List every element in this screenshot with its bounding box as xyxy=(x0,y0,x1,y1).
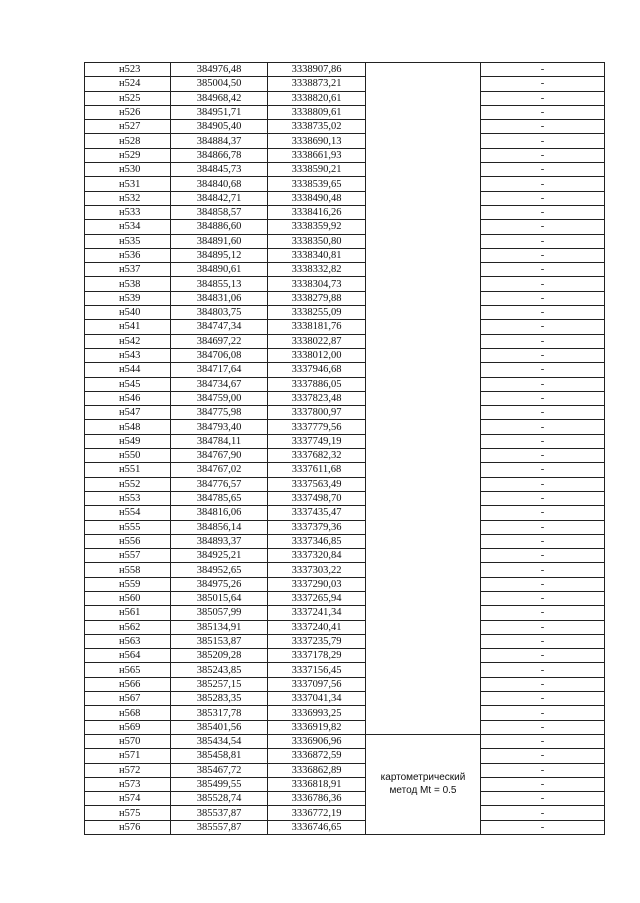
dash-cell: - xyxy=(481,191,605,205)
x-coordinate-cell: 384706,08 xyxy=(171,348,268,362)
dash-cell: - xyxy=(481,334,605,348)
point-id-cell: н553 xyxy=(85,491,171,505)
y-coordinate-cell: 3338820,61 xyxy=(268,91,366,105)
y-coordinate-cell: 3337823,48 xyxy=(268,391,366,405)
dash-cell: - xyxy=(481,420,605,434)
dash-cell: - xyxy=(481,234,605,248)
y-coordinate-cell: 3338350,80 xyxy=(268,234,366,248)
point-id-cell: н557 xyxy=(85,549,171,563)
dash-cell: - xyxy=(481,792,605,806)
y-coordinate-cell: 3336772,19 xyxy=(268,806,366,820)
y-coordinate-cell: 3337240,41 xyxy=(268,620,366,634)
point-id-cell: н534 xyxy=(85,220,171,234)
y-coordinate-cell: 3337682,32 xyxy=(268,449,366,463)
y-coordinate-cell: 3336993,25 xyxy=(268,706,366,720)
y-coordinate-cell: 3337041,34 xyxy=(268,692,366,706)
x-coordinate-cell: 384793,40 xyxy=(171,420,268,434)
x-coordinate-cell: 384831,06 xyxy=(171,291,268,305)
table-row xyxy=(85,549,605,563)
x-coordinate-cell: 385243,85 xyxy=(171,663,268,677)
x-coordinate-cell: 384840,68 xyxy=(171,177,268,191)
point-id-cell: н572 xyxy=(85,763,171,777)
point-id-cell: н535 xyxy=(85,234,171,248)
x-coordinate-cell: 384975,26 xyxy=(171,577,268,591)
dash-cell: - xyxy=(481,763,605,777)
y-coordinate-cell: 3337178,29 xyxy=(268,649,366,663)
x-coordinate-cell: 384842,71 xyxy=(171,191,268,205)
y-coordinate-cell: 3338012,00 xyxy=(268,348,366,362)
dash-cell: - xyxy=(481,248,605,262)
point-id-cell: н558 xyxy=(85,563,171,577)
table-row xyxy=(85,377,605,391)
point-id-cell: н549 xyxy=(85,434,171,448)
dash-cell: - xyxy=(481,205,605,219)
x-coordinate-cell: 385209,28 xyxy=(171,649,268,663)
dash-cell: - xyxy=(481,434,605,448)
y-coordinate-cell: 3338590,21 xyxy=(268,163,366,177)
y-coordinate-cell: 3337097,56 xyxy=(268,677,366,691)
y-coordinate-cell: 3337946,68 xyxy=(268,363,366,377)
table-row xyxy=(85,663,605,677)
x-coordinate-cell: 384890,61 xyxy=(171,263,268,277)
table-row xyxy=(85,591,605,605)
table-row xyxy=(85,234,605,248)
y-coordinate-cell: 3338022,87 xyxy=(268,334,366,348)
table-row xyxy=(85,734,605,748)
point-id-cell: н564 xyxy=(85,649,171,663)
x-coordinate-cell: 385283,35 xyxy=(171,692,268,706)
x-coordinate-cell: 385257,15 xyxy=(171,677,268,691)
table-row xyxy=(85,463,605,477)
dash-cell: - xyxy=(481,620,605,634)
point-id-cell: н573 xyxy=(85,777,171,791)
dash-cell: - xyxy=(481,477,605,491)
dash-cell: - xyxy=(481,148,605,162)
x-coordinate-cell: 384856,14 xyxy=(171,520,268,534)
table-row xyxy=(85,63,605,77)
y-coordinate-cell: 3337498,70 xyxy=(268,491,366,505)
y-coordinate-cell: 3338359,92 xyxy=(268,220,366,234)
y-coordinate-cell: 3336872,59 xyxy=(268,749,366,763)
y-coordinate-cell: 3337563,49 xyxy=(268,477,366,491)
point-id-cell: н524 xyxy=(85,77,171,91)
table-row xyxy=(85,792,605,806)
x-coordinate-cell: 384905,40 xyxy=(171,120,268,134)
table-row xyxy=(85,205,605,219)
table-row xyxy=(85,577,605,591)
y-coordinate-cell: 3338279,88 xyxy=(268,291,366,305)
dash-cell: - xyxy=(481,134,605,148)
y-coordinate-cell: 3336862,89 xyxy=(268,763,366,777)
point-id-cell: н562 xyxy=(85,620,171,634)
x-coordinate-cell: 384717,64 xyxy=(171,363,268,377)
y-coordinate-cell: 3336818,91 xyxy=(268,777,366,791)
table-row xyxy=(85,749,605,763)
x-coordinate-cell: 384925,21 xyxy=(171,549,268,563)
table-row xyxy=(85,248,605,262)
point-id-cell: н537 xyxy=(85,263,171,277)
dash-cell: - xyxy=(481,263,605,277)
x-coordinate-cell: 385467,72 xyxy=(171,763,268,777)
table-row xyxy=(85,706,605,720)
x-coordinate-cell: 385528,74 xyxy=(171,792,268,806)
y-coordinate-cell: 3338735,02 xyxy=(268,120,366,134)
y-coordinate-cell: 3338181,76 xyxy=(268,320,366,334)
point-id-cell: н555 xyxy=(85,520,171,534)
y-coordinate-cell: 3337241,34 xyxy=(268,606,366,620)
dash-cell: - xyxy=(481,177,605,191)
y-coordinate-cell: 3336906,96 xyxy=(268,734,366,748)
point-id-cell: н545 xyxy=(85,377,171,391)
table-row xyxy=(85,677,605,691)
dash-cell: - xyxy=(481,577,605,591)
table-row xyxy=(85,77,605,91)
y-coordinate-cell: 3336746,65 xyxy=(268,820,366,834)
table-row xyxy=(85,777,605,791)
dash-cell: - xyxy=(481,734,605,748)
x-coordinate-cell: 384855,13 xyxy=(171,277,268,291)
coordinates-table-body xyxy=(85,63,605,835)
table-row xyxy=(85,391,605,405)
dash-cell: - xyxy=(481,163,605,177)
dash-cell: - xyxy=(481,363,605,377)
point-id-cell: н538 xyxy=(85,277,171,291)
x-coordinate-cell: 384895,12 xyxy=(171,248,268,262)
table-row xyxy=(85,563,605,577)
table-row xyxy=(85,291,605,305)
y-coordinate-cell: 3338690,13 xyxy=(268,134,366,148)
point-id-cell: н571 xyxy=(85,749,171,763)
table-row xyxy=(85,477,605,491)
point-id-cell: н552 xyxy=(85,477,171,491)
point-id-cell: н559 xyxy=(85,577,171,591)
table-row xyxy=(85,634,605,648)
table-row xyxy=(85,520,605,534)
dash-cell: - xyxy=(481,549,605,563)
y-coordinate-cell: 3336786,36 xyxy=(268,792,366,806)
y-coordinate-cell: 3337435,47 xyxy=(268,506,366,520)
point-id-cell: н525 xyxy=(85,91,171,105)
table-row xyxy=(85,620,605,634)
point-id-cell: н523 xyxy=(85,63,171,77)
point-id-cell: н563 xyxy=(85,634,171,648)
dash-cell: - xyxy=(481,449,605,463)
point-id-cell: н575 xyxy=(85,806,171,820)
point-id-cell: н527 xyxy=(85,120,171,134)
y-coordinate-cell: 3337290,03 xyxy=(268,577,366,591)
dash-cell: - xyxy=(481,720,605,734)
x-coordinate-cell: 384893,37 xyxy=(171,534,268,548)
x-coordinate-cell: 384747,34 xyxy=(171,320,268,334)
table-row xyxy=(85,220,605,234)
x-coordinate-cell: 384775,98 xyxy=(171,406,268,420)
x-coordinate-cell: 385537,87 xyxy=(171,806,268,820)
table-row xyxy=(85,105,605,119)
y-coordinate-cell: 3337779,56 xyxy=(268,420,366,434)
table-row xyxy=(85,277,605,291)
point-id-cell: н565 xyxy=(85,663,171,677)
table-row xyxy=(85,649,605,663)
point-id-cell: н543 xyxy=(85,348,171,362)
y-coordinate-cell: 3337265,94 xyxy=(268,591,366,605)
dash-cell: - xyxy=(481,749,605,763)
y-coordinate-cell: 3337156,45 xyxy=(268,663,366,677)
table-row xyxy=(85,148,605,162)
dash-cell: - xyxy=(481,506,605,520)
y-coordinate-cell: 3338661,93 xyxy=(268,148,366,162)
point-id-cell: н570 xyxy=(85,734,171,748)
y-coordinate-cell: 3338416,26 xyxy=(268,205,366,219)
y-coordinate-cell: 3337320,84 xyxy=(268,549,366,563)
point-id-cell: н539 xyxy=(85,291,171,305)
y-coordinate-cell: 3338332,82 xyxy=(268,263,366,277)
y-coordinate-cell: 3336919,82 xyxy=(268,720,366,734)
point-id-cell: н561 xyxy=(85,606,171,620)
dash-cell: - xyxy=(481,491,605,505)
point-id-cell: н529 xyxy=(85,148,171,162)
point-id-cell: н540 xyxy=(85,306,171,320)
table-row xyxy=(85,120,605,134)
point-id-cell: н531 xyxy=(85,177,171,191)
y-coordinate-cell: 3338539,65 xyxy=(268,177,366,191)
table-row xyxy=(85,720,605,734)
table-row xyxy=(85,163,605,177)
point-id-cell: н569 xyxy=(85,720,171,734)
dash-cell: - xyxy=(481,692,605,706)
x-coordinate-cell: 384784,11 xyxy=(171,434,268,448)
x-coordinate-cell: 384951,71 xyxy=(171,105,268,119)
coordinates-table xyxy=(84,62,605,835)
point-id-cell: н528 xyxy=(85,134,171,148)
table-row xyxy=(85,363,605,377)
x-coordinate-cell: 384816,06 xyxy=(171,506,268,520)
y-coordinate-cell: 3338304,73 xyxy=(268,277,366,291)
dash-cell: - xyxy=(481,591,605,605)
dash-cell: - xyxy=(481,277,605,291)
point-id-cell: н554 xyxy=(85,506,171,520)
x-coordinate-cell: 384776,57 xyxy=(171,477,268,491)
x-coordinate-cell: 384884,37 xyxy=(171,134,268,148)
y-coordinate-cell: 3338907,86 xyxy=(268,63,366,77)
x-coordinate-cell: 384866,78 xyxy=(171,148,268,162)
y-coordinate-cell: 3338255,09 xyxy=(268,306,366,320)
x-coordinate-cell: 385153,87 xyxy=(171,634,268,648)
table-row xyxy=(85,263,605,277)
dash-cell: - xyxy=(481,563,605,577)
point-id-cell: н532 xyxy=(85,191,171,205)
table-row xyxy=(85,306,605,320)
dash-cell: - xyxy=(481,706,605,720)
point-id-cell: н526 xyxy=(85,105,171,119)
x-coordinate-cell: 384697,22 xyxy=(171,334,268,348)
x-coordinate-cell: 384767,02 xyxy=(171,463,268,477)
x-coordinate-cell: 385057,99 xyxy=(171,606,268,620)
x-coordinate-cell: 384803,75 xyxy=(171,306,268,320)
table-row xyxy=(85,434,605,448)
x-coordinate-cell: 385004,50 xyxy=(171,77,268,91)
dash-cell: - xyxy=(481,377,605,391)
x-coordinate-cell: 385557,87 xyxy=(171,820,268,834)
point-id-cell: н568 xyxy=(85,706,171,720)
table-row xyxy=(85,191,605,205)
method-cell: картометрический метод Mt = 0.5 xyxy=(366,734,481,834)
point-id-cell: н566 xyxy=(85,677,171,691)
point-id-cell: н546 xyxy=(85,391,171,405)
y-coordinate-cell: 3337379,36 xyxy=(268,520,366,534)
y-coordinate-cell: 3337235,79 xyxy=(268,634,366,648)
dash-cell: - xyxy=(481,220,605,234)
point-id-cell: н567 xyxy=(85,692,171,706)
method-cell-empty xyxy=(366,63,481,735)
y-coordinate-cell: 3337886,05 xyxy=(268,377,366,391)
point-id-cell: н536 xyxy=(85,248,171,262)
dash-cell: - xyxy=(481,120,605,134)
y-coordinate-cell: 3337800,97 xyxy=(268,406,366,420)
y-coordinate-cell: 3337303,22 xyxy=(268,563,366,577)
x-coordinate-cell: 385015,64 xyxy=(171,591,268,605)
point-id-cell: н560 xyxy=(85,591,171,605)
point-id-cell: н556 xyxy=(85,534,171,548)
y-coordinate-cell: 3338490,48 xyxy=(268,191,366,205)
y-coordinate-cell: 3337749,19 xyxy=(268,434,366,448)
table-row xyxy=(85,820,605,834)
dash-cell: - xyxy=(481,806,605,820)
table-row xyxy=(85,449,605,463)
dash-cell: - xyxy=(481,63,605,77)
x-coordinate-cell: 384886,60 xyxy=(171,220,268,234)
dash-cell: - xyxy=(481,348,605,362)
dash-cell: - xyxy=(481,634,605,648)
x-coordinate-cell: 384785,65 xyxy=(171,491,268,505)
dash-cell: - xyxy=(481,663,605,677)
point-id-cell: н542 xyxy=(85,334,171,348)
x-coordinate-cell: 384759,00 xyxy=(171,391,268,405)
x-coordinate-cell: 384858,57 xyxy=(171,205,268,219)
x-coordinate-cell: 385317,78 xyxy=(171,706,268,720)
point-id-cell: н548 xyxy=(85,420,171,434)
point-id-cell: н533 xyxy=(85,205,171,219)
point-id-cell: н551 xyxy=(85,463,171,477)
point-id-cell: н544 xyxy=(85,363,171,377)
table-row xyxy=(85,806,605,820)
x-coordinate-cell: 385134,91 xyxy=(171,620,268,634)
x-coordinate-cell: 385499,55 xyxy=(171,777,268,791)
table-row xyxy=(85,534,605,548)
point-id-cell: н576 xyxy=(85,820,171,834)
table-row xyxy=(85,406,605,420)
x-coordinate-cell: 384968,42 xyxy=(171,91,268,105)
dash-cell: - xyxy=(481,606,605,620)
table-row xyxy=(85,320,605,334)
point-id-cell: н541 xyxy=(85,320,171,334)
dash-cell: - xyxy=(481,391,605,405)
dash-cell: - xyxy=(481,291,605,305)
y-coordinate-cell: 3337346,85 xyxy=(268,534,366,548)
dash-cell: - xyxy=(481,534,605,548)
y-coordinate-cell: 3338809,61 xyxy=(268,105,366,119)
dash-cell: - xyxy=(481,91,605,105)
dash-cell: - xyxy=(481,463,605,477)
dash-cell: - xyxy=(481,820,605,834)
x-coordinate-cell: 384767,90 xyxy=(171,449,268,463)
dash-cell: - xyxy=(481,520,605,534)
dash-cell: - xyxy=(481,677,605,691)
dash-cell: - xyxy=(481,105,605,119)
dash-cell: - xyxy=(481,77,605,91)
x-coordinate-cell: 385434,54 xyxy=(171,734,268,748)
x-coordinate-cell: 384734,67 xyxy=(171,377,268,391)
table-row xyxy=(85,134,605,148)
point-id-cell: н547 xyxy=(85,406,171,420)
x-coordinate-cell: 384845,73 xyxy=(171,163,268,177)
table-row xyxy=(85,91,605,105)
x-coordinate-cell: 385401,56 xyxy=(171,720,268,734)
dash-cell: - xyxy=(481,306,605,320)
table-row xyxy=(85,692,605,706)
dash-cell: - xyxy=(481,320,605,334)
table-row xyxy=(85,420,605,434)
table-row xyxy=(85,506,605,520)
point-id-cell: н574 xyxy=(85,792,171,806)
y-coordinate-cell: 3337611,68 xyxy=(268,463,366,477)
y-coordinate-cell: 3338873,21 xyxy=(268,77,366,91)
x-coordinate-cell: 385458,81 xyxy=(171,749,268,763)
x-coordinate-cell: 384952,65 xyxy=(171,563,268,577)
dash-cell: - xyxy=(481,406,605,420)
dash-cell: - xyxy=(481,649,605,663)
point-id-cell: н550 xyxy=(85,449,171,463)
x-coordinate-cell: 384891,60 xyxy=(171,234,268,248)
table-row xyxy=(85,334,605,348)
table-row xyxy=(85,763,605,777)
point-id-cell: н530 xyxy=(85,163,171,177)
y-coordinate-cell: 3338340,81 xyxy=(268,248,366,262)
table-row xyxy=(85,348,605,362)
x-coordinate-cell: 384976,48 xyxy=(171,63,268,77)
dash-cell: - xyxy=(481,777,605,791)
table-row xyxy=(85,177,605,191)
table-row xyxy=(85,491,605,505)
table-row xyxy=(85,606,605,620)
